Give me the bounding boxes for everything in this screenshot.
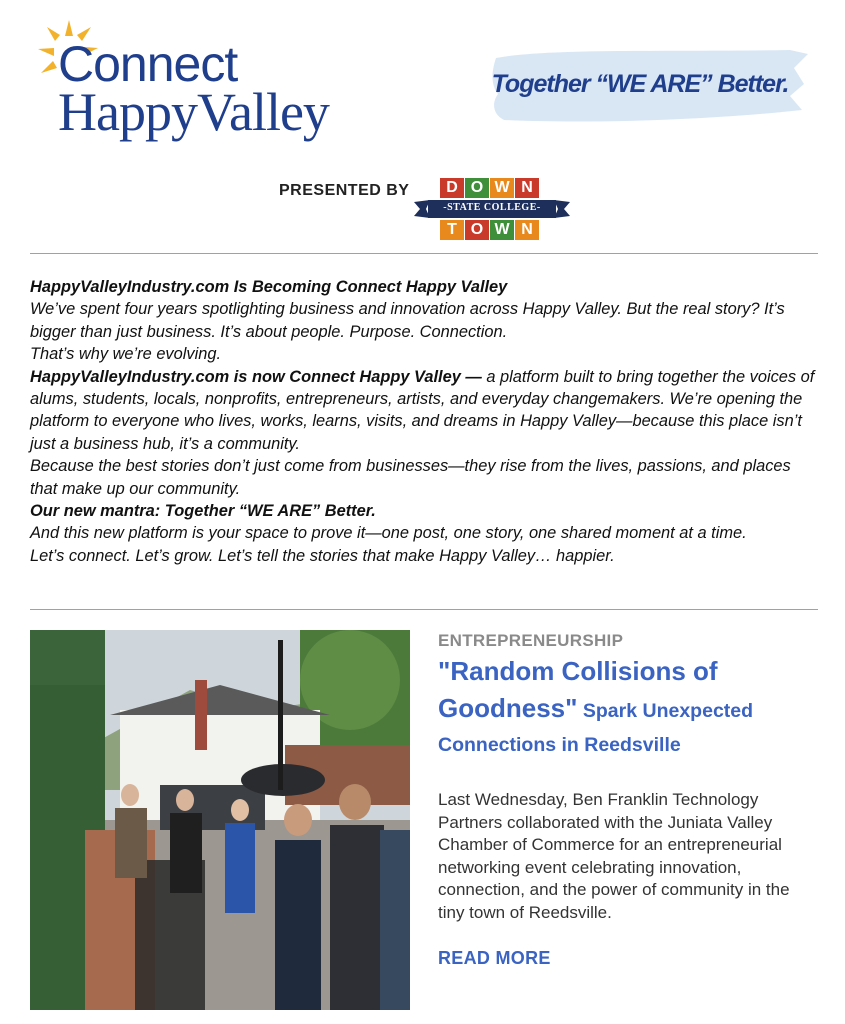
- intro-section: [30, 276, 820, 567]
- intro-paragraph: [30, 366, 820, 456]
- divider-top: [30, 253, 818, 254]
- tile-letter: O: [465, 178, 489, 198]
- intro-paragraph: We’ve spent four years spotlighting business and innovation across Happy Valley. But the real story? It’s bigger than just business. It’s about people. Purpose. Connection.: [30, 300, 785, 341]
- tile-letter: D: [440, 178, 464, 198]
- downtown-state-college-logo[interactable]: [414, 176, 570, 242]
- logo-word-happyvalley: HappyValley: [58, 82, 329, 142]
- intro-paragraph-text: a platform built to bring together the voices of alums, students, locals, nonprofits, entrepreneurs, artists, and everyday changemakers. We’re opening the platform to everyone who lives, works, learns, visits, and dreams in Happy Valley—because this place isn’t just a business hub, it’s a community.: [30, 367, 815, 453]
- intro-paragraph: Let’s connect. Let’s grow. Let’s tell the stories that make Happy Valley… happier.: [30, 546, 615, 565]
- read-more-link[interactable]: READ MORE: [438, 948, 551, 968]
- presented-by-label: PRESENTED BY: [279, 182, 410, 199]
- intro-paragraph: That’s why we’re evolving.: [30, 345, 222, 364]
- article-photo[interactable]: [30, 630, 410, 1010]
- tile-letter: N: [515, 220, 539, 240]
- connect-happy-valley-logo[interactable]: [36, 18, 366, 148]
- intro-heading: HappyValleyIndustry.com Is Becoming Connect Happy Valley: [30, 278, 508, 296]
- logo-word-connect: Connect: [58, 36, 238, 92]
- intro-paragraph: And this new platform is your space to prove it—one post, one story, one shared moment at a time.: [30, 524, 747, 543]
- tile-letter: O: [465, 220, 489, 240]
- tile-letter: N: [515, 178, 539, 198]
- featured-article: [438, 630, 828, 969]
- headline-quote[interactable]: "Random Collisions of Goodness": [438, 656, 718, 723]
- intro-paragraph: Because the best stories don’t just come from businesses—they rise from the lives, passions, and places that make up our community.: [30, 457, 791, 498]
- tile-letter: W: [490, 178, 514, 198]
- article-category[interactable]: ENTREPRENEURSHIP: [438, 631, 624, 650]
- headline-rest[interactable]: Spark Unexpected Connections in Reedsville: [438, 700, 754, 756]
- article-headline[interactable]: [438, 655, 828, 763]
- tagline-text: Together “WE ARE” Better.: [491, 70, 789, 98]
- ribbon-text: -STATE COLLEGE-: [443, 202, 541, 213]
- divider-middle: [30, 609, 818, 610]
- logo-top-tiles: [440, 178, 539, 198]
- article-summary: Last Wednesday, Ben Franklin Technology Partners collaborated with the Juniata Valley Chamber of Commerce for an entrepreneurial networking event celebrating innovation, connection, and the power of community in the tiny town of Reedsville.: [438, 790, 790, 922]
- tile-letter: T: [440, 220, 464, 240]
- intro-mantra: Our new mantra: Together “WE ARE” Better.: [30, 502, 376, 521]
- newsletter-header: [0, 0, 845, 238]
- intro-bold-lead: HappyValleyIndustry.com is now Connect Happy Valley —: [30, 367, 482, 386]
- networking-event-photo: [30, 630, 410, 1010]
- tile-letter: W: [490, 220, 514, 240]
- tagline-banner: [490, 44, 808, 126]
- logo-bottom-tiles: [440, 220, 539, 240]
